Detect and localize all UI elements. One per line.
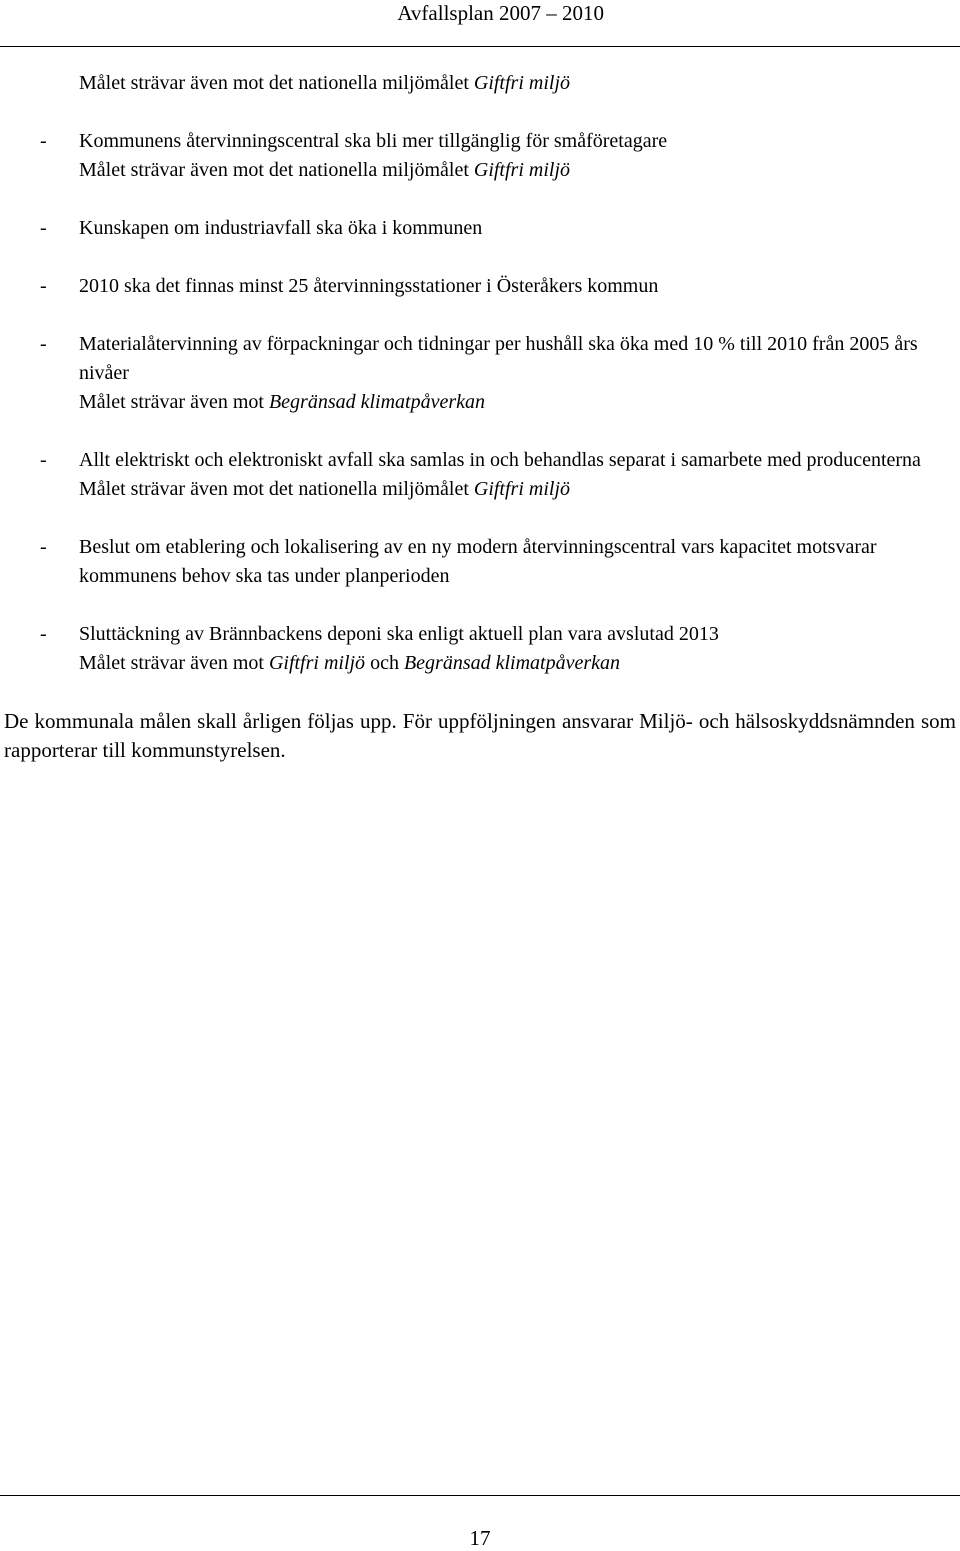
goal-prefix: Målet strävar även mot bbox=[79, 391, 269, 413]
list-dash: - bbox=[40, 449, 47, 471]
intro-goal bbox=[0, 69, 960, 98]
page-header-title: Avfallsplan 2007 – 2010 bbox=[397, 1, 604, 25]
header-divider bbox=[0, 46, 960, 47]
page-number: 17 bbox=[469, 1526, 491, 1550]
list-item-goal bbox=[79, 649, 960, 678]
list-dash: - bbox=[40, 130, 47, 152]
goal-prefix: Målet strävar även mot det nationella miljömålet bbox=[79, 159, 474, 181]
goal-prefix: Målet strävar även mot bbox=[79, 652, 269, 674]
list-item-text: Allt elektriskt och elektroniskt avfall ska samlas in och behandlas separat i samarbete med producenterna bbox=[79, 449, 921, 471]
list-item bbox=[0, 214, 960, 243]
goal-prefix: Målet strävar även mot det nationella miljömålet bbox=[79, 72, 474, 94]
list-item bbox=[0, 330, 960, 417]
goal-target: Begränsad klimatpåverkan bbox=[268, 391, 486, 413]
list-dash: - bbox=[40, 623, 47, 645]
list-item-text: Sluttäckning av Brännbackens deponi ska enligt aktuell plan vara avslutad 2013 bbox=[79, 623, 719, 645]
list-item-goal bbox=[79, 156, 960, 185]
goal-target: Begränsad klimatpåverkan bbox=[403, 652, 621, 674]
list-dash: - bbox=[40, 275, 47, 297]
list-item bbox=[0, 272, 960, 301]
goal-target: Giftfri miljö bbox=[473, 72, 570, 94]
list-item-text: Kunskapen om industriavfall ska öka i kommunen bbox=[79, 217, 483, 239]
list-item-goal bbox=[79, 475, 960, 504]
list-item-text: Beslut om etablering och lokalisering av en ny modern återvinningscentral vars kapacitet motsvarar kommunens behov ska tas under planperioden bbox=[79, 536, 877, 587]
footer-divider bbox=[0, 1495, 960, 1496]
list-item-goal bbox=[79, 388, 960, 417]
list-item bbox=[0, 127, 960, 185]
list-dash: - bbox=[40, 333, 47, 355]
list-dash: - bbox=[40, 217, 47, 239]
list-item-text: Kommunens återvinningscentral ska bli mer tillgänglig för småföretagare bbox=[79, 130, 668, 152]
list-dash: - bbox=[40, 536, 47, 558]
goal-prefix: Målet strävar även mot det nationella miljömålet bbox=[79, 478, 474, 500]
list-item bbox=[0, 446, 960, 504]
goal-joiner: och bbox=[365, 652, 404, 674]
document-body bbox=[0, 69, 960, 765]
list-item-text: 2010 ska det finnas minst 25 återvinningsstationer i Österåkers kommun bbox=[79, 275, 659, 297]
closing-paragraph: De kommunala målen skall årligen följas upp. För uppföljningen ansvarar Miljö- och hälsoskyddsnämnden som rapporterar till kommunstyrelsen. bbox=[4, 709, 956, 762]
goal-target: Giftfri miljö bbox=[473, 159, 570, 181]
goal-target: Giftfri miljö bbox=[473, 478, 570, 500]
list-item bbox=[0, 620, 960, 678]
list-item bbox=[0, 533, 960, 591]
list-item-text: Materialåtervinning av förpackningar och tidningar per hushåll ska öka med 10 % till 2010 från 2005 års nivåer bbox=[79, 333, 918, 384]
goal-target: Giftfri miljö bbox=[268, 652, 366, 674]
